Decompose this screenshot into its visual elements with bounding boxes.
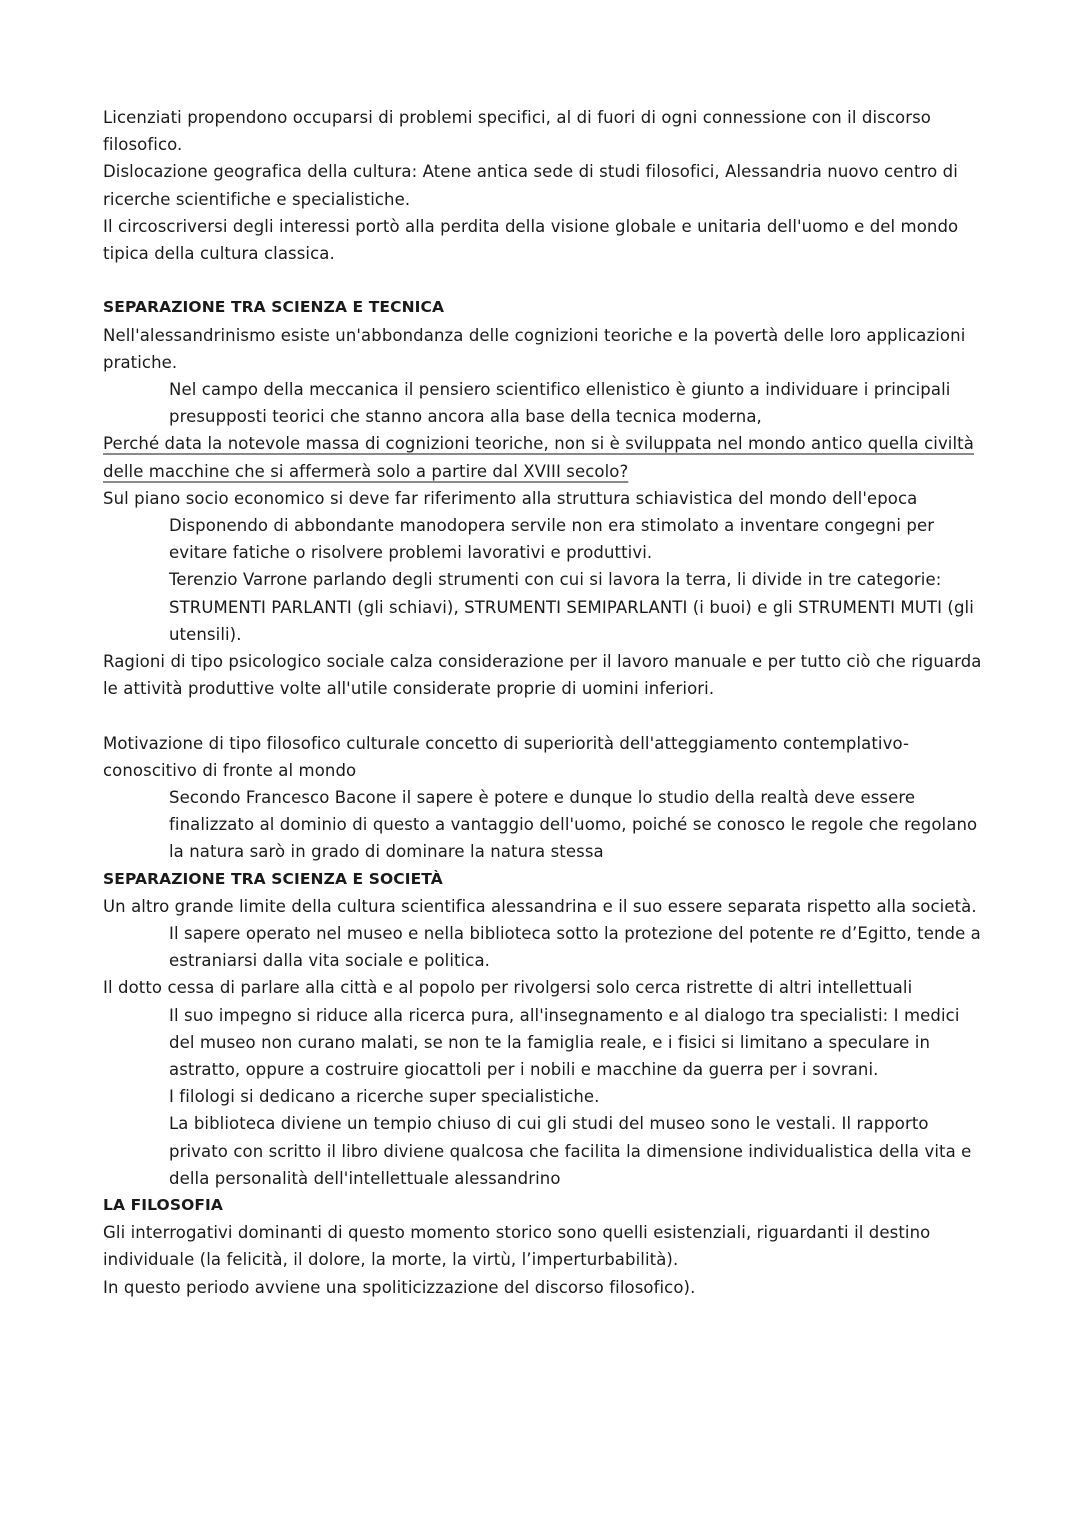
paragraph: Sul piano socio economico si deve far riferimento alla struttura schiavistica del mondo dell'epoca (103, 488, 918, 508)
reason-row-filosofico (103, 730, 983, 784)
section-heading-filosofia: LA FILOSOFIA (103, 1196, 224, 1215)
indented-paragraph: Secondo Francesco Bacone il sapere è potere e dunque lo studio della realtà deve essere finalizzato al dominio di questo a vantaggio dell'uomo, poiché se conosco le regole che regolano la natura sarò in grado di dominare la natura stessa (169, 788, 978, 862)
reason-label: Motivazione di tipo filosofico culturale (103, 733, 420, 753)
paragraph: Un altro grande limite della cultura scientifica alessandrina e il suo essere separata rispetto alla società. (103, 896, 977, 916)
spacer (103, 267, 983, 294)
intro-paragraph-3: Il circoscriversi degli interessi portò alla perdita della visione globale e unitaria dell'uomo e del mondo tipica della cultura classica. (103, 216, 959, 264)
paragraph: In questo periodo avviene una spoliticizzazione del discorso filosofico). (103, 1277, 696, 1297)
reason-text: concetto di superiorità dell'atteggiamento contemplativo-conoscitivo di fronte al mondo (103, 733, 910, 780)
section-heading-tecnica: SEPARAZIONE TRA SCIENZA E TECNICA (103, 298, 445, 317)
indented-paragraph: Il suo impegno si riduce alla ricerca pura, all'insegnamento e al dialogo tra specialisti: I medici del museo non curano malati, se non te la famiglia reale, e i fisici si limitano a speculare in astratto, oppure a costruire giocattoli per i nobili e macchine da guerra per i sovrani. (169, 1005, 960, 1080)
indented-paragraph: Disponendo di abbondante manodopera servile non era stimolato a inventare congegni per evitare fatiche o risolvere problemi lavorativi e produttivi. (169, 516, 935, 563)
indented-paragraph: Terenzio Varrone parlando degli strumenti con cui si lavora la terra, li divide in tre categorie: STRUMENTI PARLANTI (gli schiavi), STRUMENTI SEMIPARLANTI (i buoi) e gli STRUMENTI MUTI (gli utensili). (169, 570, 974, 644)
indented-paragraph: La biblioteca diviene un tempio chiuso di cui gli studi del museo sono le vestali. Il rapporto privato con scritto il libro diviene qualcosa che facilita la dimensione individualistica della vita e della personalità dell'intellettuale alessandrino (169, 1114, 972, 1188)
indented-paragraph: I filologi si dedicano a ricerche super specialistiche. (169, 1087, 600, 1107)
reason-row-psicologico (103, 648, 983, 730)
indented-paragraph: Il sapere operato nel museo e nella biblioteca sotto la protezione del potente re d’Egitto, tende a estraniarsi dalla vita sociale e politica. (169, 924, 981, 971)
reason-text: calza considerazione per il lavoro manuale e per tutto ciò che riguarda le attività produttive volte all'utile considerate proprie di uomini inferiori. (103, 652, 982, 699)
paragraph: Nell'alessandrinismo esiste un'abbondanza delle cognizioni teoriche e la povertà delle loro applicazioni pratiche. (103, 325, 966, 372)
underlined-question: Perché data la notevole massa di cognizioni teoriche, non si è sviluppata nel mondo antico quella civiltà delle macchine che si affermerà solo a partire dal XVIII secolo? (103, 434, 974, 481)
paragraph: Gli interrogativi dominanti di questo momento storico sono quelli esistenziali, riguardanti il destino individuale (la felicità, il dolore, la morte, la virtù, l’imperturbabilità). (103, 1223, 931, 1270)
document-page (103, 104, 983, 1301)
indented-paragraph: Nel campo della meccanica il pensiero scientifico ellenistico è giunto a individuare i principali presupposti teorici che stanno ancora alla base della tecnica moderna, (169, 380, 951, 427)
paragraph: Il dotto cessa di parlare alla città e al popolo per rivolgersi solo cerca ristrette di altri intellettuali (103, 978, 913, 998)
intro-paragraph-2: Dislocazione geografica della cultura: Atene antica sede di studi filosofici, Alessandria nuovo centro di ricerche scientifiche e specialistiche. (103, 162, 958, 209)
reason-label: Ragioni di tipo psicologico sociale (103, 652, 385, 672)
intro-paragraph-1: Licenziati propendono occuparsi di problemi specifici, al di fuori di ogni connessione con il discorso filosofico. (103, 108, 931, 155)
section-heading-societa: SEPARAZIONE TRA SCIENZA E SOCIETÀ (103, 869, 443, 888)
